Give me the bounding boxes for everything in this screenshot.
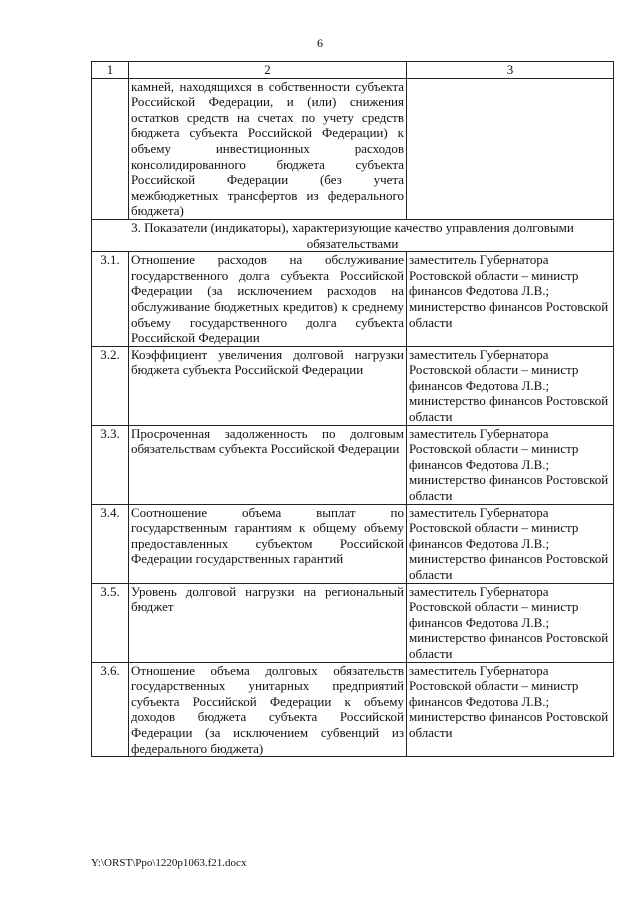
row-number: 3.3. <box>92 425 129 504</box>
section-heading: 3. Показатели (индикаторы), характеризующие качество управления долговыми обязательствами <box>92 219 614 251</box>
table-header-row <box>92 62 614 79</box>
page-number: 6 <box>317 36 323 50</box>
responsible-text: заместитель Губернатора Ростовской области – министр финансов Федотова Л.В.; министерство финансов Ростовской области <box>407 662 614 757</box>
responsible-text: заместитель Губернатора Ростовской области – министр финансов Федотова Л.В.; министерство финансов Ростовской области <box>407 583 614 662</box>
table-row <box>92 504 614 583</box>
responsible-text <box>407 78 614 219</box>
table-row <box>92 425 614 504</box>
indicator-text: Соотношение объема выплат по государственным гарантиям к общему объему предоставленных субъектом Российской Федерации государственных гарантий <box>129 504 407 583</box>
indicator-text: Отношение объема долговых обязательств государственных унитарных предприятий субъекта Российской Федерации к объему доходов бюджета субъекта Российской Федерации (за исключением субвенций из федерального бюджета) <box>129 662 407 757</box>
responsible-text: заместитель Губернатора Ростовской области – министр финансов Федотова Л.В.; министерство финансов Ростовской области <box>407 252 614 347</box>
column-header-2: 2 <box>129 62 407 79</box>
column-header-1: 1 <box>92 62 129 79</box>
row-number <box>92 78 129 219</box>
indicator-text: Отношение расходов на обслуживание государственного долга субъекта Российской Федерации (за исключением расходов на обслуживание бюджетных кредитов) к среднему объему государственного долга субъекта Российской Федерации <box>129 252 407 347</box>
row-number: 3.4. <box>92 504 129 583</box>
indicator-text: Коэффициент увеличения долговой нагрузки бюджета субъекта Российской Федерации <box>129 346 407 425</box>
responsible-text: заместитель Губернатора Ростовской области – министр финансов Федотова Л.В.; министерство финансов Ростовской области <box>407 425 614 504</box>
responsible-text: заместитель Губернатора Ростовской области – министр финансов Федотова Л.В.; министерство финансов Ростовской области <box>407 346 614 425</box>
section-heading-row <box>92 219 614 251</box>
table-row-continuation <box>92 78 614 219</box>
indicator-text: Просроченная задолженность по долговым обязательствам субъекта Российской Федерации <box>129 425 407 504</box>
table-row <box>92 346 614 425</box>
table-row <box>92 583 614 662</box>
row-number: 3.6. <box>92 662 129 757</box>
row-number: 3.1. <box>92 252 129 347</box>
indicators-table <box>91 61 614 757</box>
responsible-text: заместитель Губернатора Ростовской области – министр финансов Федотова Л.В.; министерство финансов Ростовской области <box>407 504 614 583</box>
indicator-text: камней, находящихся в собственности субъекта Российской Федерации, и (или) снижения остатков средств на счетах по учету средств бюджета субъекта Российской Федерации) к объему инвестиционных расходов консолидированного бюджета субъекта Российской Федерации (без учета межбюджетных трансфертов из федерального бюджета) <box>129 78 407 219</box>
indicator-text: Уровень долговой нагрузки на региональный бюджет <box>129 583 407 662</box>
footer-file-path: Y:\ORST\Ppo\1220p1063.f21.docx <box>91 857 247 869</box>
row-number: 3.2. <box>92 346 129 425</box>
row-number: 3.5. <box>92 583 129 662</box>
column-header-3: 3 <box>407 62 614 79</box>
table-row <box>92 252 614 347</box>
table-row <box>92 662 614 757</box>
